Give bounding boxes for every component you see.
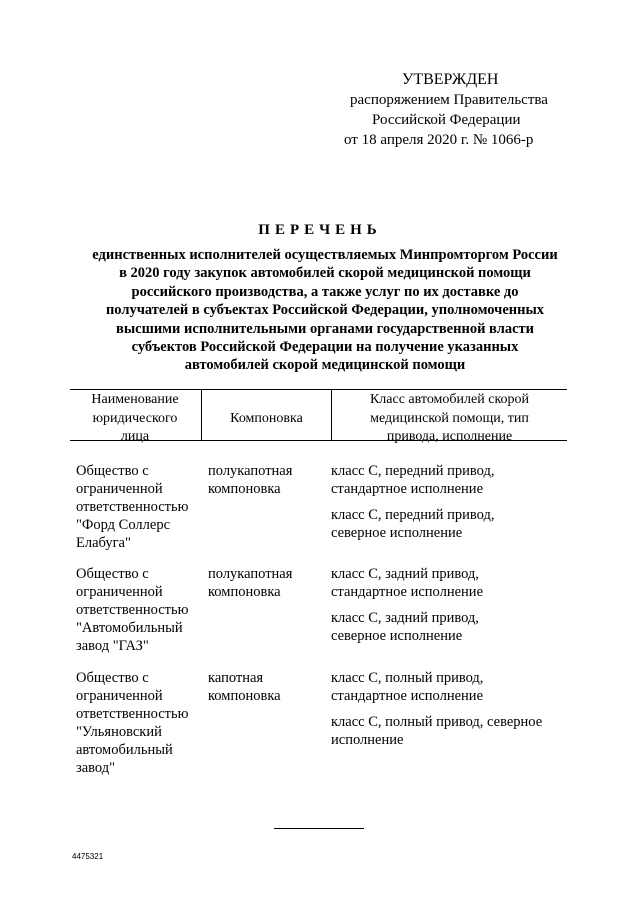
approval-block (320, 70, 620, 150)
layout-line: капотная (208, 670, 264, 686)
header-entity (70, 391, 200, 447)
entity-line: ответственностью (76, 499, 189, 515)
closing-rule (274, 828, 364, 829)
document-title: ПЕРЕЧЕНЬ (258, 222, 382, 238)
variant-line: стандартное исполнение (331, 688, 484, 704)
entity-line: "Автомобильный (76, 620, 183, 636)
subtitle-line: в 2020 году закупок автомобилей скорой медицинской помощи (119, 265, 531, 282)
header-line: Наименование (91, 392, 179, 407)
document-subtitle (80, 246, 570, 375)
table-top-rule (70, 389, 567, 390)
variant-line: северное исполнение (331, 628, 463, 644)
layout-line: компоновка (208, 584, 281, 600)
class-variant (331, 565, 571, 601)
class-cell (331, 669, 571, 757)
entity-line: Общество с (76, 463, 149, 479)
header-line: привода, исполнение (386, 429, 513, 444)
approval-heading: УТВЕРЖДЕН (402, 71, 499, 88)
variant-line: класс С, полный привод, северное (331, 714, 543, 730)
entity-line: автомобильный (76, 742, 173, 758)
approval-line: Российской Федерации (372, 112, 521, 128)
layout-line: компоновка (208, 688, 281, 704)
entity-name (76, 462, 206, 552)
variant-line: класс С, задний привод, (331, 566, 479, 582)
entity-line: ограниченной (76, 584, 163, 600)
entity-line: Общество с (76, 670, 149, 686)
entity-line: ответственностью (76, 706, 189, 722)
layout-cell (208, 565, 328, 601)
variant-line: стандартное исполнение (331, 481, 484, 497)
variant-line: северное исполнение (331, 525, 463, 541)
approval-line: от 18 апреля 2020 г. № 1066-р (344, 132, 534, 148)
variant-line: класс С, задний привод, (331, 610, 479, 626)
subtitle-line: автомобилей скорой медицинской помощи (184, 357, 466, 374)
layout-cell (208, 669, 328, 705)
subtitle-line: высшими исполнительными органами государственной власти (116, 320, 534, 337)
layout-cell (208, 462, 328, 498)
header-class (332, 391, 567, 447)
subtitle-line: российского производства, а также услуг по их доставке до (131, 283, 519, 300)
header-line: медицинской помощи, тип (370, 410, 529, 426)
layout-line: полукапотная (208, 463, 293, 479)
entity-line: завод "ГАЗ" (76, 638, 149, 654)
header-layout: Компоновка (230, 411, 303, 426)
subtitle-line: единственных исполнителей осуществляемых Минпромторгом России (92, 247, 558, 263)
variant-line: класс С, полный привод, (331, 670, 484, 686)
subtitle-line: получателей в субъектах Российской Федерации, уполномоченных (105, 302, 545, 319)
header-line: Класс автомобилей скорой (369, 392, 530, 407)
entity-line: "Форд Соллерс (76, 517, 171, 533)
entity-line: ответственностью (76, 602, 189, 618)
entity-line: "Ульяновский (76, 724, 162, 740)
layout-line: полукапотная (208, 566, 293, 582)
entity-line: Елабуга" (76, 535, 131, 551)
entity-name (76, 565, 206, 655)
class-variant (331, 713, 571, 749)
header-divider (201, 389, 202, 441)
variant-line: исполнение (331, 732, 404, 748)
approval-line: распоряжением Правительства (350, 92, 548, 108)
class-cell (331, 462, 571, 550)
entity-line: Общество с (76, 566, 149, 582)
class-variant (331, 506, 571, 542)
table-header-rule (70, 440, 567, 441)
variant-line: стандартное исполнение (331, 584, 484, 600)
class-variant (331, 462, 571, 498)
header-line: юридического (92, 410, 178, 426)
subtitle-line: субъектов Российской Федерации на получение указанных (131, 339, 519, 356)
variant-line: класс С, передний привод, (331, 463, 495, 479)
class-variant (331, 609, 571, 645)
entity-name (76, 669, 206, 777)
class-variant (331, 669, 571, 705)
class-cell (331, 565, 571, 653)
header-line: лица (120, 429, 150, 444)
variant-line: класс С, передний привод, (331, 507, 495, 523)
layout-line: компоновка (208, 481, 281, 497)
entity-line: ограниченной (76, 688, 163, 704)
entity-line: ограниченной (76, 481, 163, 497)
entity-line: завод" (76, 760, 116, 776)
document-number: 4475321 (72, 852, 104, 861)
